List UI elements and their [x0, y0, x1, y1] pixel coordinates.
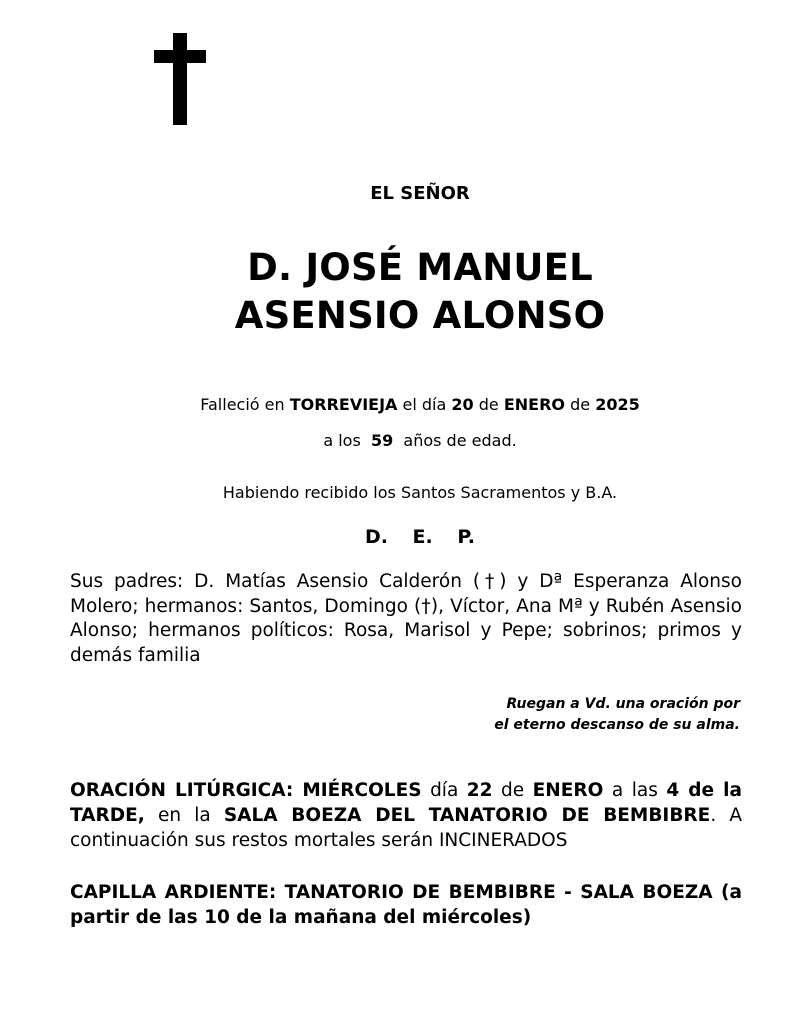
cross-icon	[154, 33, 206, 125]
liturgy-time: 4 de la TARDE,	[70, 780, 742, 826]
liturgy-place: SALA BOEZA DEL TANATORIO DE BEMBIBRE	[223, 805, 711, 826]
death-de-2: de	[570, 395, 591, 414]
prayer-line2: el eterno descanso de su alma.	[494, 717, 740, 733]
age-details	[0, 431, 800, 450]
liturgy-paragraph	[70, 778, 742, 853]
sacraments-note: Habiendo recibido los Santos Sacramentos y B.A.	[222, 483, 618, 502]
liturgy-de: de	[501, 780, 525, 801]
age-years: 59	[370, 431, 394, 450]
liturgy-dia: día	[430, 780, 459, 801]
age-prefix: a los	[323, 431, 361, 450]
liturgy-after: . A continuación sus restos mortales serán INCINERADOS	[70, 805, 743, 851]
death-place: TORREVIEJA	[289, 395, 398, 414]
prayer-request	[494, 694, 740, 736]
liturgy-label: ORACIÓN LITÚRGICA: MIÉRCOLES	[70, 780, 422, 801]
liturgy-en-la: en la	[157, 805, 211, 826]
liturgy-a-las: a las	[611, 780, 658, 801]
age-suffix: años de edad.	[403, 431, 517, 450]
chapel-paragraph	[70, 880, 742, 930]
liturgy-day: 22	[466, 780, 493, 801]
death-month: ENERO	[503, 395, 566, 414]
honorific-title: EL SEÑOR	[370, 183, 470, 204]
deceased-name	[0, 244, 800, 340]
death-prefix: Falleció en	[200, 395, 285, 414]
deceased-name-line1: D. JOSÉ MANUEL	[247, 246, 593, 289]
deceased-name-line2: ASENSIO ALONSO	[234, 294, 606, 337]
death-de-1: de	[478, 395, 499, 414]
prayer-line1: Ruegan a Vd. una oración por	[506, 696, 740, 712]
death-el-dia: el día	[402, 395, 447, 414]
liturgy-month: ENERO	[532, 780, 604, 801]
death-year: 2025	[595, 395, 640, 414]
death-day: 20	[451, 395, 474, 414]
chapel-label: CAPILLA ARDIENTE	[70, 882, 269, 903]
dep-heading: D. E. P.	[364, 526, 476, 548]
family-paragraph: Sus padres: D. Matías Asensio Calderón (†) y Dª Esperanza Alonso Molero; hermanos: Santos, Domingo (†), Víctor, Ana Mª y Rubén Asensio Alonso; hermanos políticos: Rosa, Marisol y Pepe; sobrinos; primos y demás familia	[70, 571, 742, 666]
chapel-text: : TANATORIO DE BEMBIBRE - SALA BOEZA (a partir de las 10 de la mañana del miércoles)	[70, 882, 742, 928]
death-details	[0, 395, 800, 414]
